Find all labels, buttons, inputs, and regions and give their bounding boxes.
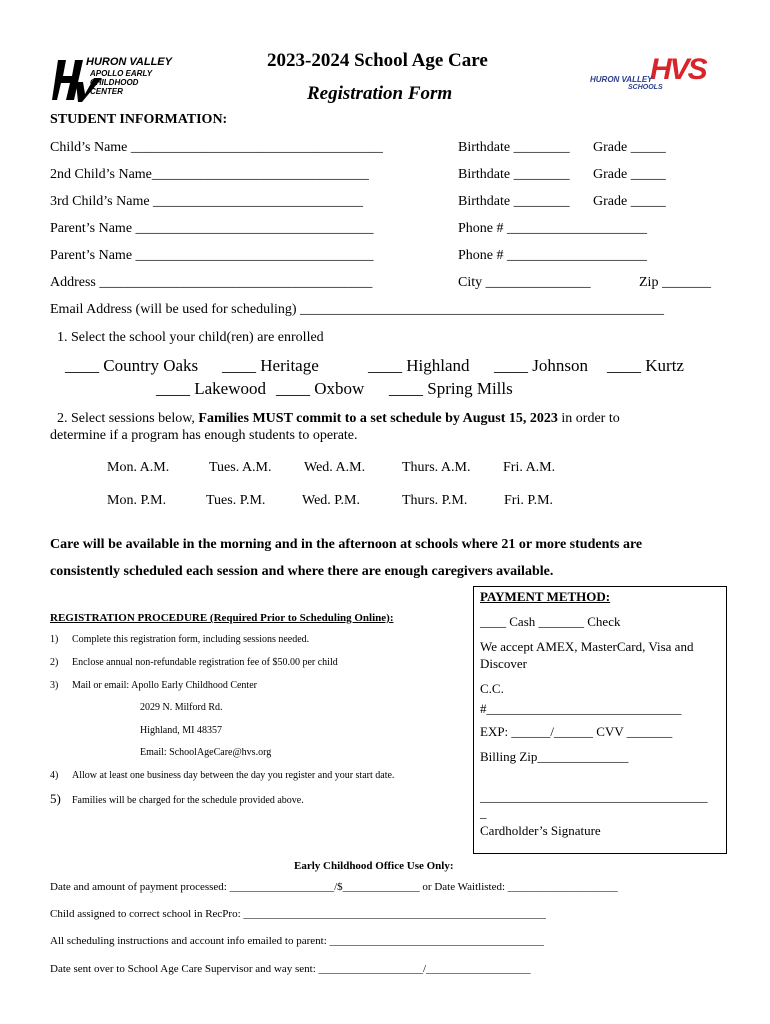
session-mon-pm[interactable]: Mon. P.M. [107, 493, 167, 508]
procedure-num-3: 3) [50, 680, 59, 691]
office-use-heading: Early Childhood Office Use Only: [294, 860, 454, 872]
session-tue-am[interactable]: Tues. A.M. [209, 460, 272, 475]
office-instructions-emailed-line[interactable]: All scheduling instructions and account info emailed to parent: _______________________________________ [50, 935, 545, 947]
procedure-num-1: 1) [50, 634, 59, 645]
procedure-num-5: 5) [50, 791, 61, 806]
school-option-heritage[interactable]: ____ Heritage [222, 356, 319, 375]
school-option-kurtz[interactable]: ____ Kurtz [607, 356, 684, 375]
payment-cc-label: C.C. [480, 681, 504, 696]
sessions-prompt-start: 2. Select sessions below, [57, 411, 199, 426]
child2-birthdate-field[interactable]: Birthdate ________ [458, 167, 570, 182]
child2-name-field[interactable]: 2nd Child’s Name_______________________________ [50, 167, 369, 182]
payment-cash-check-field[interactable]: ____ Cash _______ Check [480, 614, 621, 629]
cardholder-signature-line-tail: _ [480, 805, 487, 820]
procedure-step-4: Allow at least one business day between the day you register and your start date. [72, 770, 395, 781]
availability-notice-line1: Care will be available in the morning and in the afternoon at schools where 21 or more students are [50, 537, 643, 552]
apollo-logo-line3: CHILDHOOD [90, 78, 139, 87]
session-fri-pm[interactable]: Fri. P.M. [504, 493, 554, 508]
school-option-johnson[interactable]: ____ Johnson [494, 356, 588, 375]
sessions-prompt-end: in order to [557, 411, 620, 426]
address-field[interactable]: Address _______________________________________ [50, 275, 373, 290]
session-tue-pm[interactable]: Tues. P.M. [206, 493, 266, 508]
procedure-step-1: Complete this registration form, including sessions needed. [72, 634, 310, 645]
child1-name-field[interactable]: Child’s Name ____________________________________ [50, 140, 383, 155]
cardholder-signature-line[interactable]: ___________________________________ [480, 789, 708, 804]
child3-grade-field[interactable]: Grade _____ [593, 194, 666, 209]
child2-grade-field[interactable]: Grade _____ [593, 167, 666, 182]
procedure-num-4: 4) [50, 770, 59, 781]
procedure-step-5: Families will be charged for the schedule provided above. [72, 795, 304, 806]
zip-field[interactable]: Zip _______ [639, 275, 711, 290]
child1-birthdate-field[interactable]: Birthdate ________ [458, 140, 570, 155]
school-option-spring-mills[interactable]: ____ Spring Mills [389, 379, 513, 398]
form-subtitle: Registration Form [307, 83, 453, 104]
payment-accepted-cards-line1: We accept AMEX, MasterCard, Visa and [480, 639, 694, 654]
city-field[interactable]: City _______________ [458, 275, 591, 290]
procedure-step-3: Mail or email: Apollo Early Childhood Center [72, 680, 257, 691]
school-option-lakewood[interactable]: ____ Lakewood [156, 379, 267, 398]
office-school-assigned-line[interactable]: Child assigned to correct school in RecPro: _______________________________________________________ [50, 908, 546, 920]
cardholder-signature-label: Cardholder’s Signature [480, 823, 601, 838]
parent1-phone-field[interactable]: Phone # ____________________ [458, 221, 647, 236]
apollo-logo [52, 56, 182, 104]
procedure-num-2: 2) [50, 657, 59, 668]
parent1-name-field[interactable]: Parent’s Name __________________________________ [50, 221, 374, 236]
school-option-country-oaks[interactable]: ____ Country Oaks [65, 356, 199, 375]
apollo-logo-line4: CENTER [90, 87, 123, 96]
session-thu-pm[interactable]: Thurs. P.M. [402, 493, 468, 508]
apollo-logo-line2: APOLLO EARLY [90, 69, 153, 78]
session-wed-am[interactable]: Wed. A.M. [304, 460, 366, 475]
procedure-address-line2: Highland, MI 48357 [140, 725, 222, 736]
session-thu-am[interactable]: Thurs. A.M. [402, 460, 471, 475]
school-option-oxbow[interactable]: ____ Oxbow [276, 379, 365, 398]
parent2-name-field[interactable]: Parent’s Name __________________________________ [50, 248, 374, 263]
student-info-heading: STUDENT INFORMATION: [50, 112, 228, 127]
procedure-heading: REGISTRATION PROCEDURE (Required Prior to Scheduling Online): [50, 612, 394, 624]
availability-notice-line2: consistently scheduled each session and where there are enough caregivers available. [50, 564, 554, 579]
parent2-phone-field[interactable]: Phone # ____________________ [458, 248, 647, 263]
sessions-prompt-line2: determine if a program has enough students to operate. [50, 428, 358, 443]
session-mon-am[interactable]: Mon. A.M. [107, 460, 170, 475]
procedure-address-line1: 2029 N. Milford Rd. [140, 702, 223, 713]
apollo-logo-line1: HURON VALLEY [86, 56, 172, 68]
session-fri-am[interactable]: Fri. A.M. [503, 460, 556, 475]
sessions-prompt [57, 411, 620, 427]
payment-cc-number-field[interactable]: #______________________________ [480, 701, 682, 716]
session-wed-pm[interactable]: Wed. P.M. [302, 493, 360, 508]
office-payment-processed-line[interactable]: Date and amount of payment processed: ___________________/$______________ or Date Waitlisted: ____________________ [50, 881, 618, 893]
procedure-step-2: Enclose annual non-refundable registration fee of $50.00 per child [72, 657, 338, 668]
school-option-highland[interactable]: ____ Highland [368, 356, 470, 375]
hvs-logo-mark: HVS [650, 53, 706, 86]
payment-exp-cvv-field[interactable]: EXP: ______/______ CVV _______ [480, 724, 673, 739]
child1-grade-field[interactable]: Grade _____ [593, 140, 666, 155]
sessions-prompt-deadline: Families MUST commit to a set schedule by August 15, 2023 [198, 411, 558, 426]
payment-accepted-cards-line2: Discover [480, 656, 527, 671]
child3-name-field[interactable]: 3rd Child’s Name ______________________________ [50, 194, 364, 209]
email-field[interactable]: Email Address (will be used for scheduling) ____________________________________________________ [50, 302, 665, 317]
hvs-logo-text2: SCHOOLS [628, 84, 663, 91]
hvs-logo-text1: HURON VALLEY [590, 75, 653, 84]
hvs-logo [590, 53, 712, 95]
payment-heading: PAYMENT METHOD: [480, 589, 611, 604]
payment-billing-zip-field[interactable]: Billing Zip______________ [480, 749, 629, 764]
procedure-email: Email: SchoolAgeCare@hvs.org [140, 747, 272, 758]
form-title: 2023-2024 School Age Care [267, 50, 488, 71]
school-prompt: 1. Select the school your child(ren) are enrolled [57, 330, 324, 345]
office-supervisor-sent-line[interactable]: Date sent over to School Age Care Supervisor and way sent: ___________________/___________________ [50, 963, 531, 975]
child3-birthdate-field[interactable]: Birthdate ________ [458, 194, 570, 209]
